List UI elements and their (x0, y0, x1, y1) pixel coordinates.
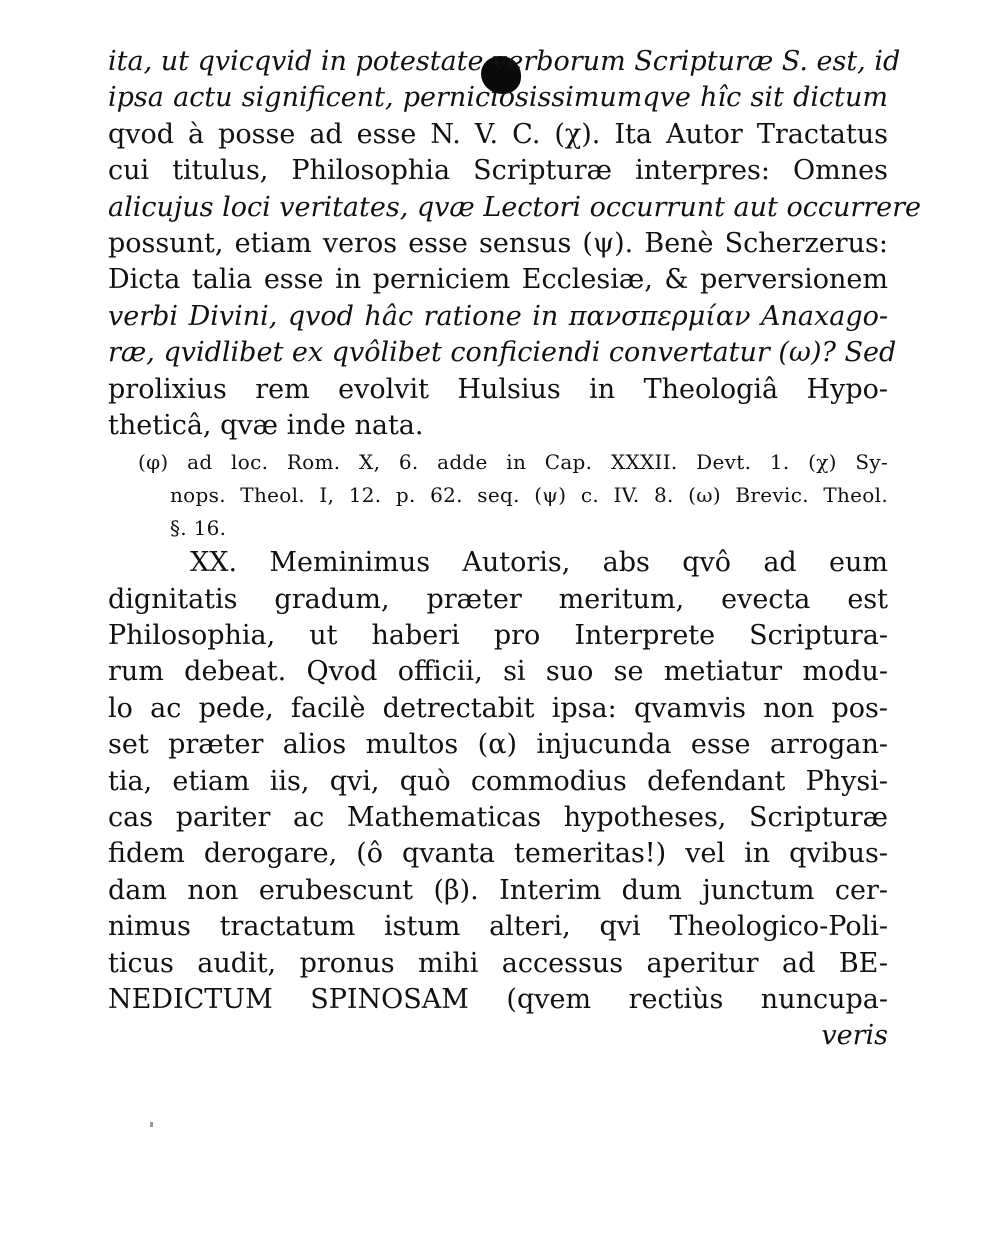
text-line: nimus tractatum istum alteri, qvi Theologico-Poli- (108, 911, 888, 943)
footnote-line: nops. Theol. I, 12. p. 62. seq. (ψ) c. IV. 8. (ω) Brevic. Theol. (170, 483, 888, 508)
text-line: rum debeat. Qvod officii, si suo se metiatur modu- (108, 656, 888, 688)
text-line: tia, etiam iis, qvi, quò commodius defendant Physi- (108, 765, 888, 797)
text-line: alicujus loci veritates, qvæ Lectori occurrunt aut occurrere (108, 191, 922, 223)
text-line: ipsa actu significent, perniciosissimumqve hîc sit dictum (108, 82, 888, 114)
text-line: dignitatis gradum, præter meritum, evecta est (108, 583, 888, 615)
text-line: set præter alios multos (α) injucunda esse arrogan- (108, 729, 888, 761)
catchword: veris (821, 1020, 888, 1052)
text-line: ita, ut qvicqvid in potestate verborum Scripturæ S. est, id (108, 46, 901, 77)
text-line: ticus audit, pronus mihi accessus aperitur ad BE- (108, 947, 888, 979)
text-line: lo ac pede, facilè detrectabit ipsa: qvamvis non pos- (108, 692, 888, 724)
footnotes (108, 446, 888, 545)
text-line: cas pariter ac Mathematicas hypotheses, Scripturæ (108, 802, 888, 834)
text-line: Dicta talia esse in perniciem Ecclesiæ, & perversionem (108, 264, 888, 296)
text-line: fidem derogare, (ô qvanta temeritas!) vel in qvibus- (108, 838, 888, 870)
text-line: XX. Meminimus Autoris, abs qvô ad eum (190, 547, 888, 579)
text-line: qvod à posse ad esse N. V. C. (χ). Ita Autor Tractatus (108, 118, 888, 150)
footnote-line: (φ) ad loc. Rom. X, 6. adde in Cap. XXXII. Devt. 1. (χ) Sy- (138, 450, 888, 475)
text-line: verbi Divini, qvod hâc ratione in πανσπερμίαν Anaxago- (108, 300, 888, 332)
page-text (108, 44, 922, 1055)
text-line: ræ, qvidlibet ex qvôlibet conficiendi convertatur (ω)? Sed (108, 337, 897, 369)
text-line: possunt, etiam veros esse sensus (ψ). Benè Scherzerus: (108, 227, 888, 259)
text-line: dam non erubescunt (β). Interim dum junctum cer- (108, 874, 888, 906)
text-line: prolixius rem evolvit Hulsius in Theologiâ Hypo- (108, 373, 888, 405)
text-line: theticâ, qvæ inde nata. (108, 409, 424, 441)
text-line: cui titulus, Philosophia Scripturæ interpres: Omnes (108, 155, 888, 187)
text-line: Philosophia, ut haberi pro Interprete Scriptura- (108, 620, 888, 652)
footnote-line: §. 16. (170, 516, 227, 541)
margin-mark (150, 1122, 153, 1127)
text-line: NEDICTUM SPINOSAM (qvem rectiùs nuncupa- (108, 983, 888, 1015)
